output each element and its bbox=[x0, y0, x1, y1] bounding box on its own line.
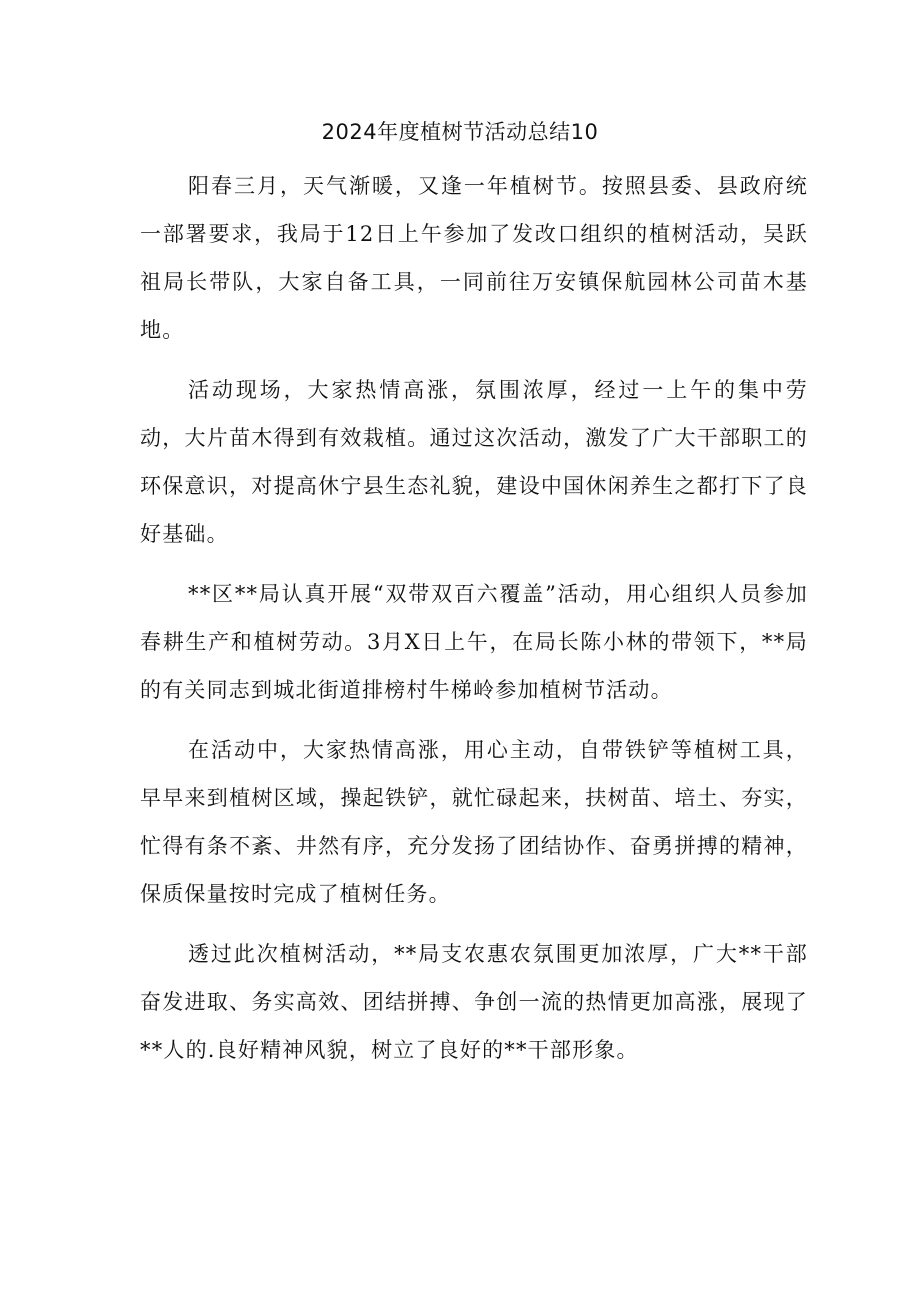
paragraph-5: 透过此次植树活动，**局支农惠农氛围更加浓厚，广大**干部奋发进取、务实高效、团结拼搏、争创一流的热情更加高涨，展现了**人的.良好精神风貌，树立了良好的**干部形象。 bbox=[140, 942, 808, 1062]
paragraph-4: 在活动中，大家热情高涨，用心主动，自带铁铲等植树工具，早早来到植树区域，操起铁铲，就忙碌起来，扶树苗、培土、夯实，忙得有条不紊、井然有序，充分发扬了团结协作、奋勇拼搏的精神，保质保量按时完成了植树任务。 bbox=[140, 738, 808, 906]
paragraph-3: **区**局认真开展“双带双百六覆盖”活动，用心组织人员参加春耕生产和植树劳动。3月X日上午，在局长陈小林的带领下，**局的有关同志到城北街道排榜村牛梯岭参加植树节活动。 bbox=[140, 582, 808, 702]
paragraph-2: 活动现场，大家热情高涨，氛围浓厚，经过一上午的集中劳动，大片苗木得到有效栽植。通过这次活动，激发了广大干部职工的环保意识，对提高休宁县生态礼貌，建设中国休闲养生之都打下了良好基础。 bbox=[140, 378, 808, 546]
paragraph-1: 阳春三月，天气渐暖，又逢一年植树节。按照县委、县政府统一部署要求，我局于12日上午参加了发改口组织的植树活动，吴跃祖局长带队，大家自备工具，一同前往万安镇保航园林公司苗木基地。 bbox=[140, 174, 808, 342]
document-body bbox=[140, 162, 808, 1086]
document-title: 2024年度植树节活动总结10 bbox=[321, 120, 599, 144]
